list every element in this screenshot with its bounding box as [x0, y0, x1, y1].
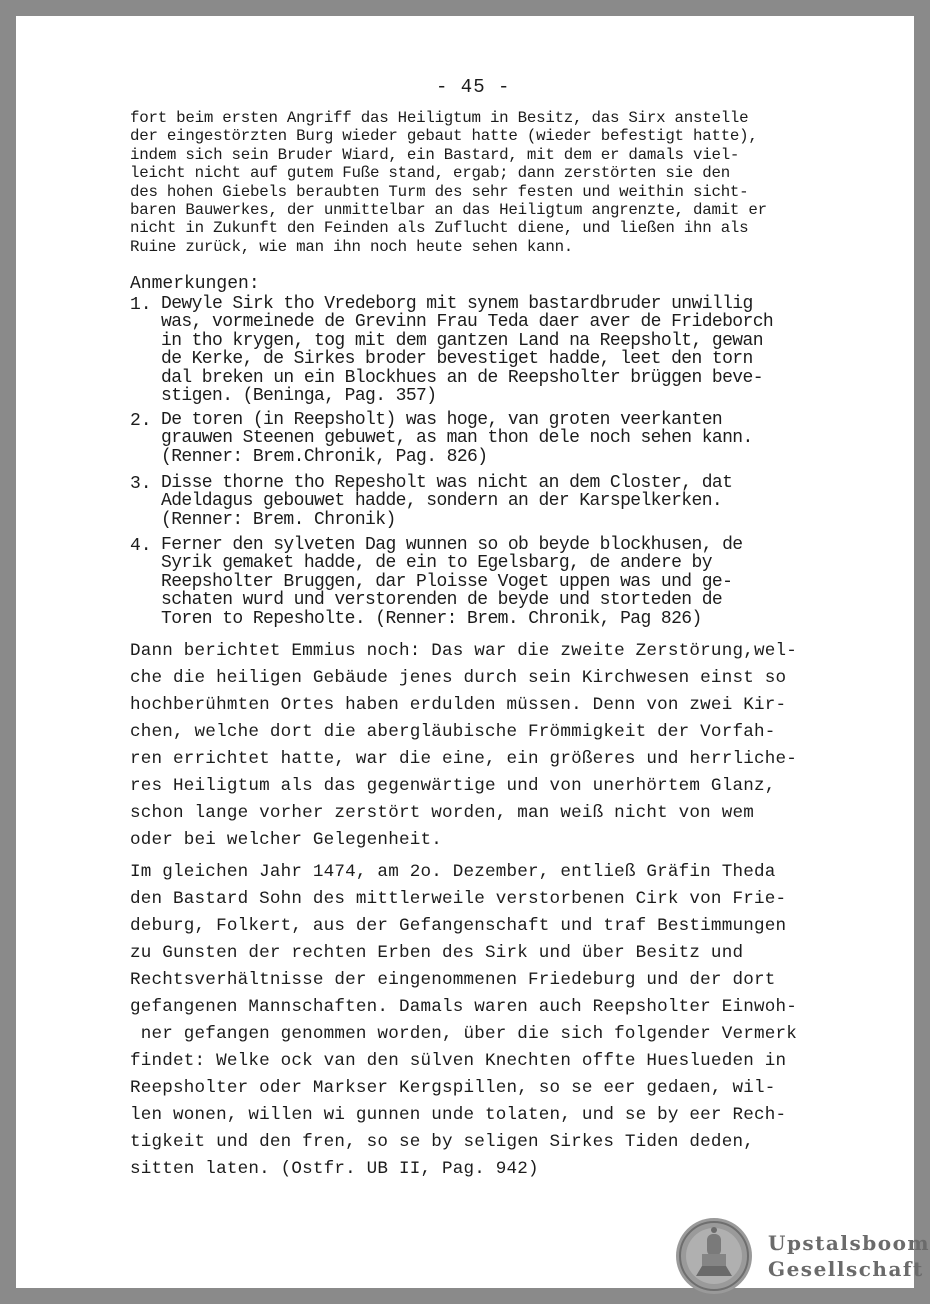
note-text-1: Dewyle Sirk tho Vredeborg mit synem bastardbruder unwillig was, vormeinede de Grevinn Frau Teda daer aver de Frideborch in tho krygen, tog mit dem gantzen Land na Reepsholt, gewan de Kerke, de Sirkes broder bevestiget hadde, leet den torn dal breken un ein Blockhues an de Reepsholter brüggen beve- stigen. (Beninga, Pag. 357) — [161, 294, 774, 407]
page-number: - 45 - — [436, 76, 511, 98]
note-text-2: De toren (in Reepsholt) was hoge, van groten veerkanten grauwen Steenen gebuwet, as man thon dele noch sehen kann. (Renner: Brem.Chronik, Pag. 826) — [161, 410, 753, 467]
paragraph-emmius: Dann berichtet Emmius noch: Das war die zweite Zerstörung,wel- che die heiligen Gebäude jenes durch sein Kirchwesen einst so hochberühmten Ortes haben erdulden müssen. Denn von zwei Kir- chen, welche dort die abergläubische Frömmigkeit der Vorfah- ren errichtet hatte, war die eine, ein größeres und herrliche- res Heiligtum als das gegenwärtige und von unerhörtem Glanz, schon lange vorher zerstört worden, man weiß nicht von wem oder bei welcher Gelegenheit. — [130, 641, 797, 850]
paragraph-intro: fort beim ersten Angriff das Heiligtum in Besitz, das Sirx anstelle der eingestörzten Burg wieder gebaut hatte (wieder befestigt hatte), indem sich sein Bruder Wiard, ein Bastard, mit dem er damals viel- leicht nicht auf gutem Fuße stand, ergab; dann zerstörten sie den des hohen Giebels beraubten Turm des sehr festen und weithin sicht- baren Bauwerkes, der unmittelbar an das Heiligtum angrenzte, damit er nicht in Zukunft den Feinden als Zuflucht diene, und ließen ihn als Ruine zurück, wie man ihn noch heute sehen kann. — [130, 109, 767, 256]
logo-line-2: Gesellschaft — [768, 1257, 924, 1281]
note-number-4: 4. — [130, 536, 152, 556]
note-number-2: 2. — [130, 411, 152, 431]
seal-logo-icon — [674, 1216, 754, 1296]
document-page — [16, 16, 930, 1288]
note-number-1: 1. — [130, 295, 152, 315]
annotations-heading: Anmerkungen: — [130, 274, 260, 294]
logo-line-1: Upstalsboom — [768, 1231, 930, 1255]
logo-wordmark — [768, 1230, 930, 1282]
paragraph-1474: Im gleichen Jahr 1474, am 2o. Dezember, entließ Gräfin Theda den Bastard Sohn des mittlerweile verstorbenen Cirk von Frie- deburg, Folkert, aus der Gefangenschaft und traf Bestimmungen zu Gunsten der rechten Erben des Sirk und über Besitz und Rechtsverhältnisse der eingenommenen Friedeburg und der dort gefangenen Mannschaften. Damals waren auch Reepsholter Einwoh- ner gefangen genommen worden, über die sich folgender Vermerk findet: Welke ock van den sülven Knechten offte Hueslueden in Reepsholter oder Markser Kergspillen, so se eer gedaen, wil- len wonen, willen wi gunnen unde tolaten, und se by eer Rech- tigkeit und den fren, so se by seligen Sirkes Tiden deden, sitten laten. (Ostfr. UB II, Pag. 942) — [130, 862, 797, 1179]
note-text-3: Disse thorne tho Repesholt was nicht an dem Closter, dat Adeldagus gebouwet hadde, sondern an der Karspelkerken. (Renner: Brem. Chronik) — [161, 473, 733, 530]
note-number-3: 3. — [130, 474, 152, 494]
note-text-4: Ferner den sylveten Dag wunnen so ob beyde blockhusen, de Syrik gemaket hadde, de ein to Egelsbarg, de andere by Reepsholter Bruggen, dar Ploisse Voget uppen was und ge- schaten wurd und verstorenden de beyde und storteden de Toren to Repesholte. (Renner: Brem. Chronik, Pag 826) — [161, 535, 743, 629]
